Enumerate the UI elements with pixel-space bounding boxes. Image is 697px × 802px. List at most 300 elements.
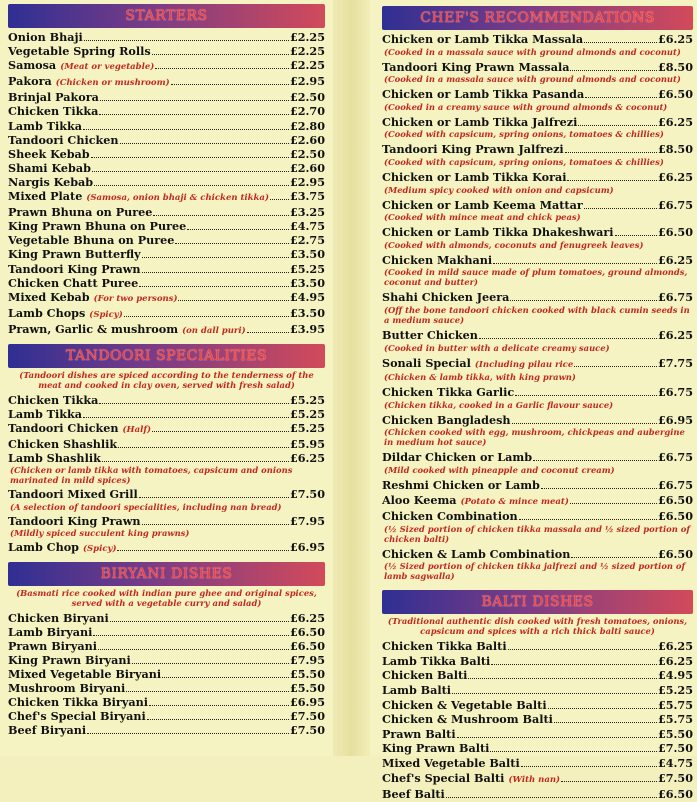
menu-item <box>8 74 325 90</box>
dot-leader <box>162 677 289 678</box>
dot-leader <box>510 300 657 301</box>
dot-leader <box>152 54 289 55</box>
menu-item <box>8 514 325 528</box>
item-note: (For two persons) <box>93 293 178 304</box>
item-price: £3.95 <box>289 321 325 336</box>
item-price: £6.25 <box>657 114 693 129</box>
dot-leader <box>171 84 289 85</box>
item-name: Butter Chicken <box>382 327 478 342</box>
dot-leader <box>457 737 657 738</box>
item-name: Lamb Chop <box>8 539 79 554</box>
biryani-list <box>8 611 325 738</box>
item-name: Tandoori Chicken <box>8 132 119 147</box>
item-name: Brinjal Pakora <box>8 90 99 105</box>
item-description: (Cooked with capsicum, spring onions, tomatoes & chillies) <box>384 129 664 140</box>
item-price: £5.25 <box>289 261 325 276</box>
item-price: £3.75 <box>289 189 325 204</box>
item-price: £6.50 <box>657 492 693 507</box>
chefs-heading: CHEF'S RECOMMENDATIONS <box>382 6 693 30</box>
menu-item <box>8 133 325 147</box>
item-name: Beef Balti <box>382 787 445 802</box>
item-name: Chicken Makhani <box>382 252 493 267</box>
dot-leader <box>153 215 289 216</box>
item-price: £7.50 <box>657 741 693 756</box>
menu-item <box>382 478 693 493</box>
item-name: Vegetable Spring Rolls <box>8 44 151 59</box>
menu-item <box>382 741 693 756</box>
dot-leader <box>94 185 289 186</box>
item-name: Chicken or Lamb Tikka Jalfrezi <box>382 114 578 129</box>
dot-leader <box>99 403 289 404</box>
item-description: (Cooked with capsicum, spring onions, tomatoes & chillies) <box>384 156 664 167</box>
item-price: £7.75 <box>657 355 693 370</box>
menu-item <box>382 413 693 428</box>
dot-leader <box>110 621 289 622</box>
item-price: £6.50 <box>289 624 325 639</box>
item-description: (½ Sized portion of chicken tikka jalfrezi and ½ sized portion of lamb sagwalla) <box>384 561 686 582</box>
item-description: (A selection of tandoori specialities, including nan bread) <box>10 501 282 512</box>
dot-leader <box>99 114 289 115</box>
item-name: Chicken Tikka <box>8 392 99 407</box>
item-name: Mixed Vegetable Biryani <box>8 667 162 682</box>
menu-item <box>8 451 325 465</box>
item-name: Chicken or Lamb Tikka Dhakeshwari <box>382 225 614 240</box>
menu-item <box>8 437 325 451</box>
dot-leader <box>139 286 289 287</box>
item-description: (Cooked in a massala sauce with ground almonds and coconut) <box>384 46 681 57</box>
item-name: Chicken Biryani <box>8 610 109 625</box>
item-price: £6.50 <box>657 509 693 524</box>
item-name: Nargis Kebab <box>8 174 94 189</box>
item-name: Lamb Balti <box>382 683 452 698</box>
item-price: £6.25 <box>289 451 325 466</box>
biryani-note: (Basmati rice cooked with indian pure ghee and original spices, served with a vegetable curry and salad) <box>16 587 317 608</box>
dot-leader <box>175 243 289 244</box>
menu-item <box>8 161 325 175</box>
dot-leader <box>515 395 657 396</box>
item-name: Chicken & Mushroom Balti <box>382 712 553 727</box>
item-price: £2.25 <box>289 58 325 73</box>
dot-leader <box>567 180 656 181</box>
item-price: £4.95 <box>657 668 693 683</box>
menu-item <box>8 667 325 681</box>
item-price: £6.50 <box>289 638 325 653</box>
dot-leader <box>548 708 657 709</box>
item-name: Lamb Tikka <box>8 407 82 422</box>
item-description: (Cooked in a creamy sauce with ground almonds & coconut) <box>384 101 668 112</box>
item-description: (Cooked with mince meat and chick peas) <box>384 212 581 223</box>
menu-item <box>8 233 325 247</box>
item-price: £7.50 <box>289 723 325 738</box>
menu-item <box>8 695 325 709</box>
item-name: Chicken Shashlik <box>8 437 118 452</box>
item-price: £5.25 <box>289 421 325 436</box>
dot-leader <box>91 157 289 158</box>
dot-leader <box>561 781 657 782</box>
dot-leader <box>512 423 657 424</box>
menu-item <box>8 175 325 189</box>
item-price: £5.50 <box>657 726 693 741</box>
item-name: Tandoori Chicken <box>8 421 119 436</box>
item-name: Chicken or Lamb Tikka Massala <box>382 32 584 46</box>
item-name: Lamb Chops <box>8 305 86 320</box>
starters-heading: STARTERS <box>8 4 325 28</box>
dot-leader <box>468 678 657 679</box>
item-note: (Potato & mince meat) <box>460 496 569 507</box>
dot-leader <box>92 171 289 172</box>
item-price: £6.50 <box>657 546 693 561</box>
menu-item <box>382 142 693 157</box>
item-price: £5.75 <box>657 697 693 712</box>
dot-leader <box>446 797 657 798</box>
item-price: £6.25 <box>657 327 693 342</box>
dot-leader <box>142 272 289 273</box>
item-price: £6.25 <box>289 610 325 625</box>
item-description: (Cooked with almonds, coconuts and fenugreek leaves) <box>384 239 644 250</box>
tandoori-note: (Tandoori dishes are spiced according to the tenderness of the meat and cooked in clay oven, served with fresh salad) <box>19 369 314 390</box>
item-name: Chicken Tikka Biryani <box>8 695 148 710</box>
menu-item <box>382 253 693 268</box>
dot-leader <box>578 125 657 126</box>
item-price: £7.50 <box>289 709 325 724</box>
dot-leader <box>147 719 289 720</box>
dot-leader <box>120 143 289 144</box>
menu-item <box>8 540 325 556</box>
dot-leader <box>155 68 289 69</box>
page-fold <box>333 0 370 756</box>
menu-item <box>8 58 325 74</box>
item-name: Chicken Tikka Garlic <box>382 385 515 400</box>
item-name: Tandoori King Prawn <box>8 261 141 276</box>
item-description: (Chicken tikka, cooked in a Garlic flavour sauce) <box>384 399 614 410</box>
item-name: Chicken or Lamb Tikka Korai <box>382 169 567 184</box>
dot-leader <box>554 722 657 723</box>
item-name: Mixed Kebab <box>8 289 90 304</box>
item-description: (Cooked in butter with a delicate creamy sauce) <box>384 342 610 353</box>
item-name: Chicken Bangladesh <box>382 412 511 427</box>
item-price: £6.95 <box>289 539 325 554</box>
dot-leader <box>508 649 657 650</box>
item-name: King Prawn Biryani <box>8 653 131 667</box>
dot-leader <box>83 417 289 418</box>
item-price: £2.50 <box>289 146 325 161</box>
dot-leader <box>452 693 657 694</box>
menu-item <box>8 247 325 261</box>
dot-leader <box>98 649 289 650</box>
item-name: Tandoori Mixed Grill <box>8 487 138 502</box>
tandoori-list <box>8 393 325 556</box>
item-price: £2.50 <box>289 90 325 105</box>
item-description: (Cooked in mild sauce made of plum tomatoes, ground almonds, coconut and butter) <box>384 267 688 288</box>
dot-leader <box>491 664 657 665</box>
dot-leader <box>584 208 657 209</box>
dot-leader <box>187 229 289 230</box>
item-price: £8.50 <box>657 142 693 157</box>
tandoori-heading: TANDOORI SPECIALITIES <box>8 344 325 368</box>
dot-leader <box>142 257 289 258</box>
menu-item <box>382 60 693 75</box>
starters-list <box>8 30 325 338</box>
item-description: (Mild cooked with pineapple and coconut cream) <box>384 464 615 475</box>
dot-leader <box>102 461 289 462</box>
dot-leader <box>584 42 657 43</box>
item-name: Lamb Biryani <box>8 624 93 639</box>
dot-leader <box>493 263 657 264</box>
menu-item <box>8 306 325 322</box>
item-price: £7.95 <box>289 653 325 667</box>
menu-item <box>382 356 693 373</box>
menu-item <box>8 709 325 723</box>
menu-item <box>8 189 325 205</box>
menu-item <box>382 115 693 130</box>
item-price: £5.75 <box>657 712 693 727</box>
item-price: £7.50 <box>657 770 693 785</box>
item-description: (½ Sized portion of chicken tikka massala and ½ sized portion of chicken balti) <box>384 523 690 544</box>
biryani-heading: BIRYANI DISHES <box>8 562 325 586</box>
dot-leader <box>152 431 289 432</box>
item-price: £6.95 <box>289 695 325 710</box>
dot-leader <box>126 691 289 692</box>
item-price: £6.25 <box>657 639 693 654</box>
menu-item <box>382 87 693 102</box>
item-name: King Prawn Butterfly <box>8 247 141 262</box>
item-price: £7.95 <box>289 513 325 528</box>
menu-item <box>8 322 325 338</box>
menu-item <box>382 771 693 788</box>
dot-leader <box>178 300 288 301</box>
dot-leader <box>565 152 657 153</box>
item-price: £3.50 <box>289 275 325 290</box>
item-name: Onion Bhaji <box>8 30 83 44</box>
dot-leader <box>533 460 657 461</box>
balti-heading: BALTI DISHES <box>382 590 693 614</box>
item-note: (With nan) <box>508 774 561 785</box>
item-price: £7.50 <box>289 487 325 502</box>
dot-leader <box>585 97 657 98</box>
item-price: £5.25 <box>657 683 693 698</box>
item-price: £6.75 <box>657 477 693 492</box>
menu-item <box>382 32 693 47</box>
menu-item <box>8 653 325 667</box>
item-name: Chicken Tikka <box>8 104 99 119</box>
item-name: King Prawn Bhuna on Puree <box>8 219 187 234</box>
item-price: £5.95 <box>289 437 325 452</box>
item-name: Tandoori King Prawn Jalfrezi <box>382 142 564 157</box>
item-price: £6.25 <box>657 32 693 46</box>
menu-item <box>382 727 693 742</box>
menu-item <box>8 44 325 58</box>
menu-item <box>382 668 693 683</box>
item-price: £3.50 <box>289 247 325 262</box>
balti-note: (Traditional authentic dish cooked with fresh tomatoes, onions, capsicum and spices with a rich thick balti sauce) <box>387 616 688 637</box>
item-price: £2.80 <box>289 118 325 133</box>
item-price: £2.25 <box>289 30 325 44</box>
item-price: £5.25 <box>289 407 325 422</box>
menu-item <box>8 393 325 407</box>
item-name: Chicken Combination <box>382 509 518 524</box>
item-description: (Off the bone tandoori chicken cooked with black cumin seeds in a medium sauce) <box>384 304 690 325</box>
menu-item <box>382 450 693 465</box>
item-name: Lamb Tikka Balti <box>382 653 491 668</box>
item-price: £6.75 <box>657 385 693 400</box>
item-name: Prawn, Garlic & mushroom <box>8 321 179 336</box>
item-name: Chicken or Lamb Tikka Pasanda <box>382 87 585 102</box>
dot-leader <box>93 635 289 636</box>
item-price: £2.60 <box>289 132 325 147</box>
item-name: Chicken & Lamb Combination <box>382 546 571 561</box>
item-name: Vegetable Bhuna on Puree <box>8 233 175 248</box>
item-name: Sheek Kebab <box>8 146 90 161</box>
menu-item <box>8 407 325 421</box>
item-price: £6.25 <box>657 169 693 184</box>
menu-item <box>382 756 693 771</box>
item-price: £3.50 <box>289 305 325 320</box>
menu-item <box>8 262 325 276</box>
item-price: £2.60 <box>289 160 325 175</box>
menu-item <box>382 547 693 562</box>
dot-leader <box>521 766 657 767</box>
menu-item <box>8 723 325 737</box>
item-name: Prawn Bhuna on Puree <box>8 205 153 220</box>
item-name: Shahi Chicken Jeera <box>382 290 510 305</box>
item-name: Chicken Chatt Puree <box>8 275 139 290</box>
menu-item <box>382 712 693 727</box>
menu-item <box>8 119 325 133</box>
menu-item <box>382 198 693 213</box>
menu-item <box>382 493 693 510</box>
menu-item <box>8 611 325 625</box>
menu-item <box>8 290 325 306</box>
menu-item <box>8 30 325 44</box>
menu-item <box>382 225 693 240</box>
item-price: £6.25 <box>657 252 693 267</box>
item-price: £6.50 <box>657 787 693 802</box>
menu-item <box>382 328 693 343</box>
menu-item <box>8 90 325 104</box>
item-note: (Including pilau rice <box>474 359 574 370</box>
item-note: (Meat or vegetable) <box>60 62 155 73</box>
menu-item <box>382 385 693 400</box>
menu-item <box>8 421 325 437</box>
item-name: Mushroom Biryani <box>8 681 126 696</box>
item-price: £5.50 <box>289 667 325 682</box>
item-name: Prawn Balti <box>382 726 456 741</box>
item-price: £2.95 <box>289 174 325 189</box>
item-name: Sonali Special <box>382 355 471 370</box>
item-price: £6.25 <box>657 653 693 668</box>
item-note: (Samosa, onion bhaji & chicken tikka) <box>86 193 269 204</box>
menu-item <box>8 625 325 639</box>
dot-leader <box>100 100 289 101</box>
menu-item <box>8 487 325 501</box>
dot-leader <box>118 447 289 448</box>
item-price: £4.95 <box>289 289 325 304</box>
item-note: (Half) <box>122 425 151 436</box>
item-description: (Chicken cooked with egg, mushroom, chickpeas and aubergine in medium hot sauce) <box>384 427 685 448</box>
item-description: (Medium spicy cooked with onion and capsicum) <box>384 184 614 195</box>
menu-item <box>382 654 693 669</box>
menu-item <box>382 698 693 713</box>
menu-item <box>8 147 325 161</box>
item-description: (Chicken & lamb tikka, with king prawn) <box>384 372 576 383</box>
item-name: Beef Biryani <box>8 723 87 738</box>
menu-item <box>382 290 693 305</box>
dot-leader <box>83 129 289 130</box>
item-price: £8.50 <box>657 59 693 74</box>
item-description: (Cooked in a massala sauce with ground almonds and coconut) <box>384 74 681 85</box>
item-name: Aloo Keema <box>382 492 457 507</box>
item-price: £2.25 <box>289 44 325 59</box>
left-panel <box>0 0 333 756</box>
item-note: (Chicken or mushroom) <box>55 78 170 89</box>
dot-leader <box>149 705 289 706</box>
item-description: (Mildly spiced succulent king prawns) <box>10 527 190 538</box>
item-name: Chicken Tikka Balti <box>382 639 507 654</box>
item-price: £4.75 <box>289 219 325 234</box>
dot-leader <box>270 199 289 200</box>
right-panel <box>370 0 697 802</box>
dot-leader <box>117 550 288 551</box>
item-price: £6.50 <box>657 87 693 102</box>
dot-leader <box>570 70 657 71</box>
item-description: (Chicken or lamb tikka with tomatoes, capsicum and onions marinated in mild spices) <box>10 465 293 486</box>
dot-leader <box>574 366 657 367</box>
item-price: £2.95 <box>289 74 325 89</box>
item-name: Chef's Special Biryani <box>8 709 146 724</box>
item-name: Tandoori King Prawn <box>8 513 141 528</box>
chefs-list <box>382 32 693 581</box>
item-note: (on dall puri) <box>182 325 246 336</box>
item-price: £6.95 <box>657 412 693 427</box>
item-name: Prawn Biryani <box>8 638 97 653</box>
item-name: Samosa <box>8 58 57 73</box>
balti-list <box>382 639 693 802</box>
item-name: Mixed Plate <box>8 189 83 204</box>
item-name: Tandoori King Prawn Massala <box>382 59 570 74</box>
menu-item <box>8 104 325 118</box>
dot-leader <box>87 733 289 734</box>
item-price: £6.75 <box>657 290 693 305</box>
item-name: Reshmi Chicken or Lamb <box>382 477 540 492</box>
menu-item <box>8 205 325 219</box>
item-note: (Spicy) <box>83 543 117 554</box>
item-price: £5.25 <box>289 392 325 407</box>
item-note: (Spicy) <box>89 309 123 320</box>
menu-item <box>382 639 693 654</box>
item-price: £6.75 <box>657 197 693 212</box>
dot-leader <box>570 503 657 504</box>
item-price: £2.70 <box>289 104 325 119</box>
item-name: Lamb Shashlik <box>8 451 101 466</box>
dot-leader <box>142 524 289 525</box>
item-name: Chicken Balti <box>382 668 468 683</box>
item-price: £2.75 <box>289 233 325 248</box>
menu-item <box>8 681 325 695</box>
item-name: King Prawn Balti <box>382 741 490 756</box>
item-name: Chicken & Vegetable Balti <box>382 697 547 712</box>
item-price: £6.75 <box>657 450 693 465</box>
item-name: Chef's Special Balti <box>382 770 505 785</box>
dot-leader <box>490 751 657 752</box>
menu-item <box>8 639 325 653</box>
item-price: £6.50 <box>657 225 693 240</box>
dot-leader <box>139 497 289 498</box>
dot-leader <box>124 316 289 317</box>
dot-leader <box>519 519 657 520</box>
dot-leader <box>84 40 289 41</box>
dot-leader <box>615 235 657 236</box>
item-name: Chicken or Lamb Keema Mattar <box>382 197 583 212</box>
